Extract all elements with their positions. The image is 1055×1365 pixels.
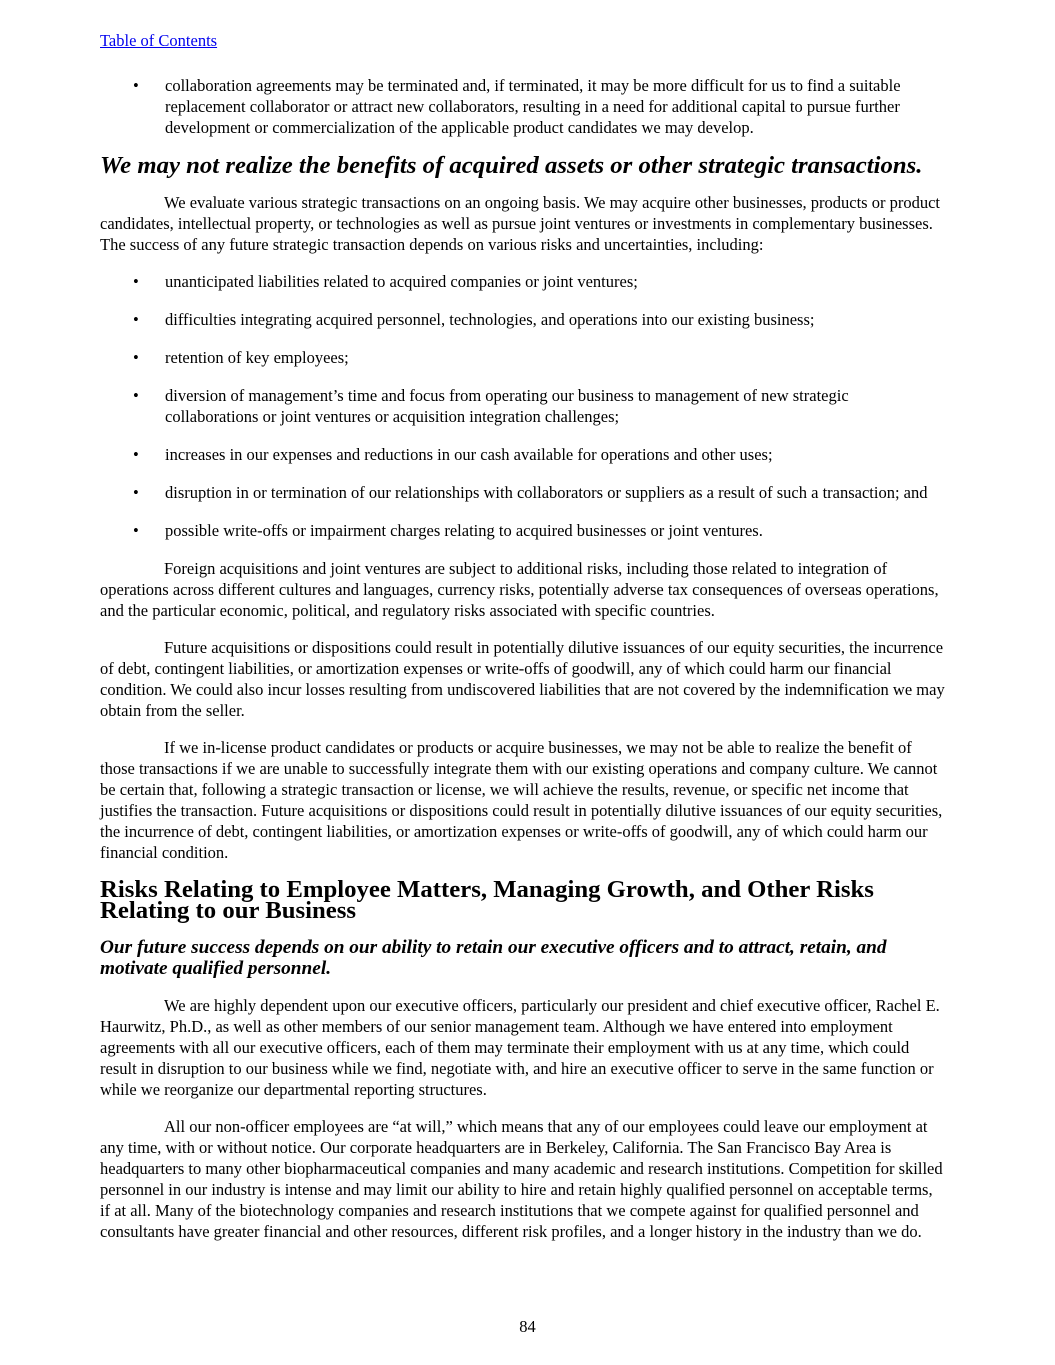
bullet-marker: • bbox=[133, 310, 139, 329]
bullet-marker: • bbox=[133, 483, 139, 502]
section-heading-acquired-assets: We may not realize the benefits of acquired assets or other strategic transactions. bbox=[100, 152, 923, 179]
bullet-marker: • bbox=[133, 348, 139, 367]
list-item bbox=[100, 482, 945, 503]
list-item bbox=[100, 271, 945, 292]
paragraph-at-will-employees: All our non-officer employees are “at will,” which means that any of our employees could leave our employment at any time, with or without notice. Our corporate headquarters are in Berkeley, California. The San Francisco Bay Area is headquarters to many other biopharmaceutical companies and many academic and research institutions. Competition for skilled personnel in our industry is intense and may limit our ability to hire and retain highly qualified personnel on acceptable terms, if at all. Many of the biotechnology companies and research institutions that we compete against for qualified personnel and consultants have greater financial and other resources, different risk profiles, and a longer history in the industry than we do. bbox=[100, 1117, 943, 1241]
list-item bbox=[100, 75, 945, 138]
bullet-text: increases in our expenses and reductions in our cash available for operations and other uses; bbox=[165, 445, 773, 464]
page-number: 84 bbox=[519, 1317, 536, 1336]
bullet-text: diversion of management’s time and focus from operating our business to management of new strategic collaborations or joint ventures or acquisition integration challenges; bbox=[165, 386, 849, 426]
paragraph-in-license: If we in-license product candidates or products or acquire businesses, we may not be able to realize the benefit of those transactions if we are unable to successfully integrate them with our existing operations and company culture. We cannot be certain that, following a strategic transaction or license, we will achieve the results, revenue, or specific net income that justifies the transaction. Future acquisitions or dispositions could result in potentially dilutive issuances of our equity securities, the incurrence of debt, contingent liabilities, or amortization expenses or write-offs of goodwill, any of which could harm our financial condition. bbox=[100, 738, 943, 862]
paragraph-strategic-intro: We evaluate various strategic transactions on an ongoing basis. We may acquire other businesses, products or product candidates, intellectual property, or technologies as well as pursue joint ventures or investments in complementary businesses. The success of any future strategic transaction depends on various risks and uncertainties, including: bbox=[100, 193, 940, 254]
list-item bbox=[100, 347, 945, 368]
bullet-text: difficulties integrating acquired personnel, technologies, and operations into our existing business; bbox=[165, 310, 815, 329]
bullet-marker: • bbox=[133, 76, 139, 95]
bullet-text: possible write-offs or impairment charges relating to acquired businesses or joint ventures. bbox=[165, 521, 763, 540]
section-heading-employee-matters: Risks Relating to Employee Matters, Managing Growth, and Other Risks Relating to our Business bbox=[100, 876, 874, 924]
paragraph-future-acquisitions: Future acquisitions or dispositions could result in potentially dilutive issuances of our equity securities, the incurrence of debt, contingent liabilities, or amortization expenses or write-offs of goodwill, any of which could harm our financial condition. We could also incur losses resulting from undiscovered liabilities that are not covered by the indemnification we may obtain from the seller. bbox=[100, 638, 945, 720]
bullet-text: unanticipated liabilities related to acquired companies or joint ventures; bbox=[165, 272, 638, 291]
table-of-contents-link[interactable]: Table of Contents bbox=[100, 31, 218, 50]
strategic-risk-list bbox=[100, 271, 945, 541]
list-item bbox=[100, 309, 945, 330]
subheading-future-success: Our future success depends on our ability to retain our executive officers and to attract, retain, and motivate qualified personnel. bbox=[100, 937, 887, 979]
bullet-text: retention of key employees; bbox=[165, 348, 349, 367]
bullet-text: disruption in or termination of our relationships with collaborators or suppliers as a result of such a transaction; and bbox=[165, 483, 928, 502]
list-item bbox=[100, 520, 945, 541]
paragraph-foreign-acquisitions: Foreign acquisitions and joint ventures are subject to additional risks, including those related to integration of operations across different cultures and languages, currency risks, potentially adverse tax consequences of overseas operations, and the particular economic, political, and regulatory risks associated with specific countries. bbox=[100, 559, 939, 620]
list-item bbox=[100, 444, 945, 465]
list-item bbox=[100, 385, 945, 427]
bullet-marker: • bbox=[133, 521, 139, 540]
bullet-marker: • bbox=[133, 445, 139, 464]
paragraph-executive-officers: We are highly dependent upon our executive officers, particularly our president and chief executive officer, Rachel E. Haurwitz, Ph.D., as well as other members of our senior management team. Although we have entered into employment agreements with all our executive officers, each of them may terminate their employment with us at any time, which could result in disruption to our business while we find, negotiate with, and hire an executive officer to serve in the same function or while we reorganize our departmental reporting structures. bbox=[100, 996, 940, 1099]
bullet-marker: • bbox=[133, 386, 139, 405]
intro-bullet-list bbox=[100, 75, 945, 138]
bullet-marker: • bbox=[133, 272, 139, 291]
bullet-text: collaboration agreements may be terminated and, if terminated, it may be more difficult for us to find a suitable replacement collaborator or attract new collaborators, resulting in a need for additional capital to pursue further development or commercialization of the applicable product candidates we may develop. bbox=[165, 76, 901, 137]
